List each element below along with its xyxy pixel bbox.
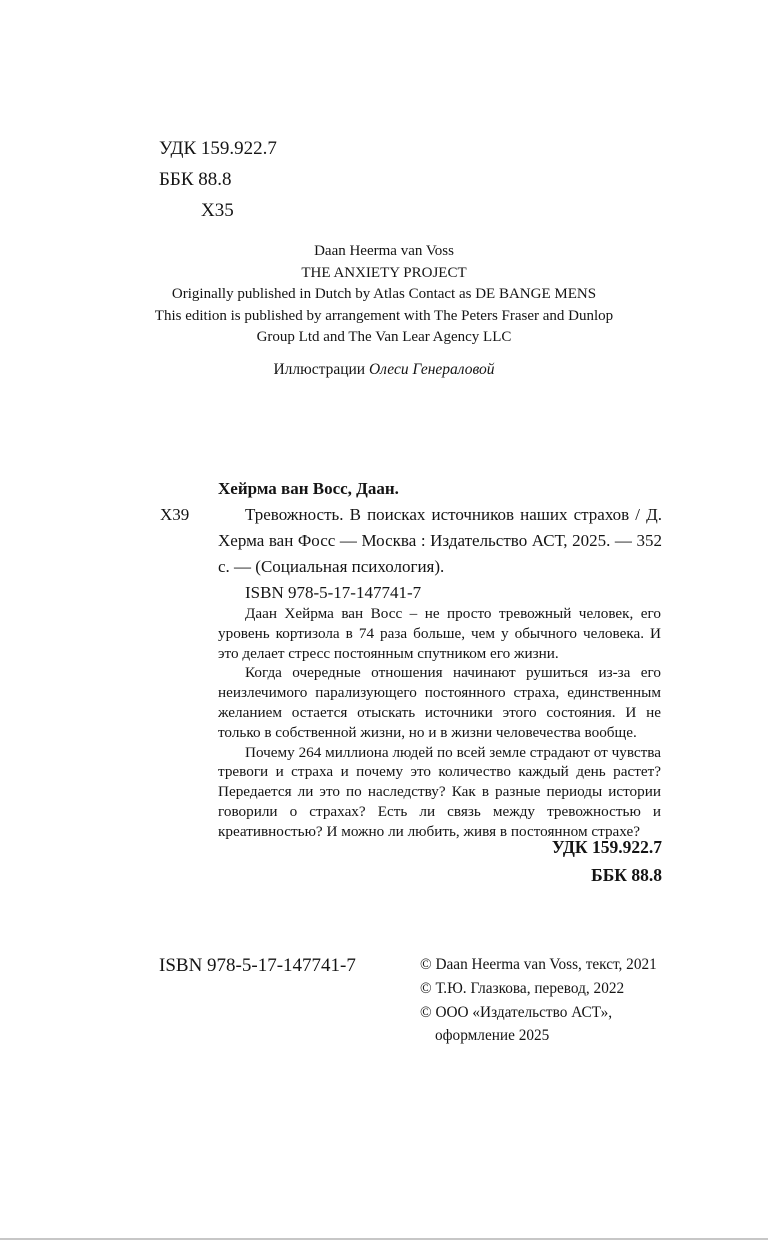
annotation xyxy=(218,604,661,842)
author-sign-top: Х35 xyxy=(201,200,234,221)
catalog-author: Хейрма ван Восс, Даан. xyxy=(218,479,399,498)
copyright-block xyxy=(420,953,657,1048)
annotation-paragraph-1: Даан Хейрма ван Восс – не просто тревожный человек, его уровень кортизола в 74 раза больше, чем у обычного человека. И это делает стресс постоянным спутником его жизни. xyxy=(218,605,661,662)
bbk-code-top: ББК 88.8 xyxy=(159,169,232,190)
copyright-design-line: оформление 2025 xyxy=(435,1027,550,1045)
catalog-entry: Тревожность. В поисках источников наших страхов / Д. Херма ван Фосс — Москва : Издательство АСТ, 2025. — 352 с. — (Социальная психология). xyxy=(218,505,662,576)
copyright-text-line: © Daan Heerma van Voss, текст, 2021 xyxy=(420,956,657,973)
arrangement-line-1: This edition is published by arrangement with The Peters Fraser and Dunlop xyxy=(154,307,614,324)
udk-code-top: УДК 159.922.7 xyxy=(159,138,277,159)
arrangement-line-2: Group Ltd and The Van Lear Agency LLC xyxy=(256,329,512,345)
footer-isbn: ISBN 978-5-17-147741-7 xyxy=(159,955,356,976)
annotation-paragraph-2: Когда очередные отношения начинают рушиться из-за его неизлечимого парализующего постоянного страха, единственным желанием остается отыскать источники этого состояния. И не только в собственной жизни, но и в жизни человечества вообще. xyxy=(218,664,661,741)
copyright-publisher-line: © ООО «Издательство АСТ», xyxy=(420,1003,613,1021)
illustrator-name: Олеси Генераловой xyxy=(368,361,495,378)
original-edition-block xyxy=(124,241,644,349)
original-title: THE ANXIETY PROJECT xyxy=(301,264,467,281)
original-publisher-line: Originally published in Dutch by Atlas Contact as DE BANGE MENS xyxy=(171,286,597,302)
original-author: Daan Heerma van Voss xyxy=(314,243,454,259)
catalog-isbn: ISBN 978-5-17-147741-7 xyxy=(245,583,422,602)
author-sign-catalog: Х39 xyxy=(160,505,190,524)
udk-code-bottom: УДК 159.922.7 xyxy=(551,837,662,857)
catalog-card xyxy=(160,476,662,606)
illustrations-credit xyxy=(124,361,644,379)
bottom-bibliographic-codes xyxy=(160,834,662,889)
bbk-code-bottom: ББК 88.8 xyxy=(591,864,662,885)
illustrations-label: Иллюстрации xyxy=(273,361,366,378)
top-bibliographic-codes xyxy=(159,133,277,226)
annotation-paragraph-3: Почему 264 миллиона людей по всей земле страдают от чувства тревоги и страха и почему это количество каждый день растет? Передается ли это по наследству? Как в разные периоды истории говорили о страхах? Есть ли связь между тревожностью и креативностью? И можно ли любить, живя в постоянном страхе? xyxy=(218,743,661,840)
copyright-translation-line: © Т.Ю. Глазкова, перевод, 2022 xyxy=(420,979,625,997)
catalog-body xyxy=(160,476,662,606)
